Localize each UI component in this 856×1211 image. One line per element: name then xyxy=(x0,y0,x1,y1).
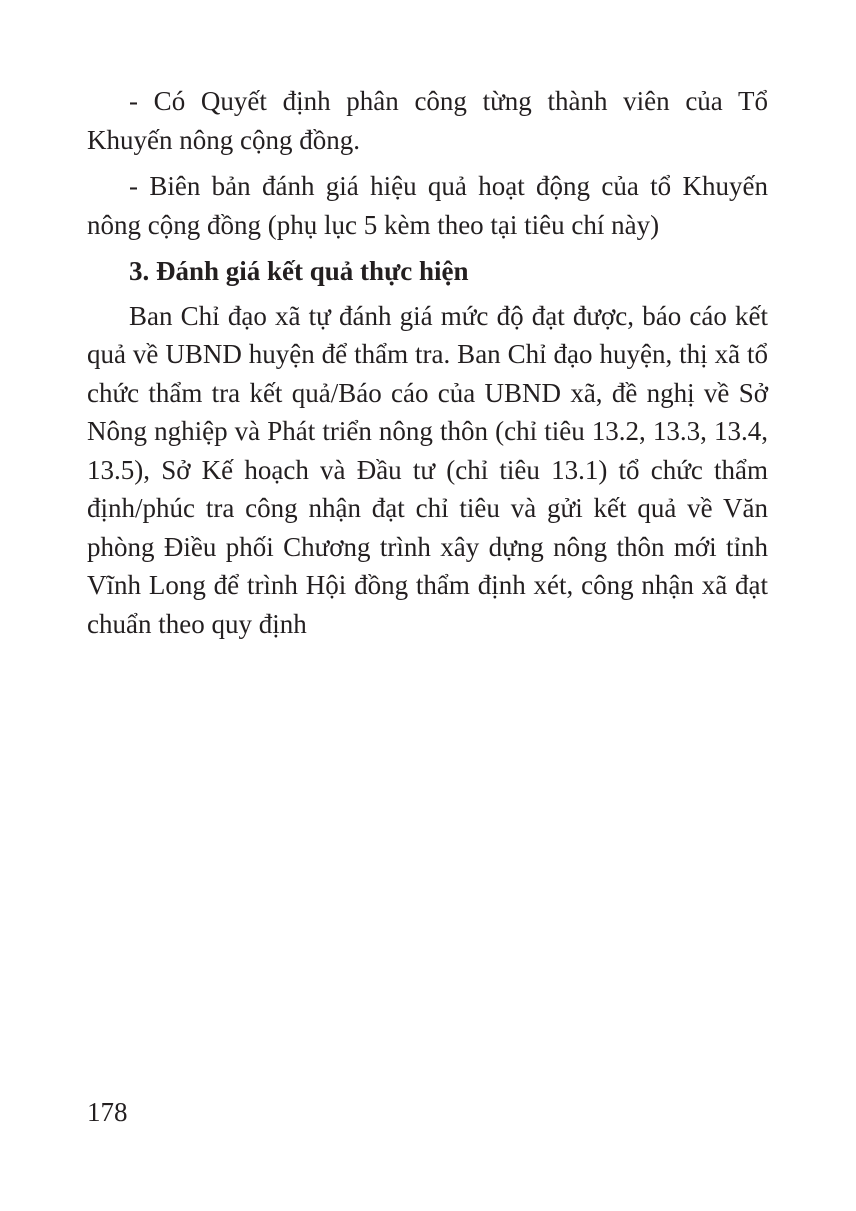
page-content xyxy=(87,82,768,643)
bullet-evaluation-minutes: - Biên bản đánh giá hiệu quả hoạt động của tổ Khuyến nông cộng đồng (phụ lục 5 kèm theo tại tiêu chí này) xyxy=(87,171,768,240)
body-paragraph: Ban Chỉ đạo xã tự đánh giá mức độ đạt được, báo cáo kết quả về UBND huyện để thẩm tra. Ban Chỉ đạo huyện, thị xã tổ chức thẩm tra kết quả/Báo cáo của UBND xã, đề nghị về Sở Nông nghiệp và Phát triển nông thôn (chỉ tiêu 13.2, 13.3, 13.4, 13.5), Sở Kế hoạch và Đầu tư (chỉ tiêu 13.1) tổ chức thẩm định/phúc tra công nhận đạt chỉ tiêu và gửi kết quả về Văn phòng Điều phối Chương trình xây dựng nông thôn mới tỉnh Vĩnh Long để trình Hội đồng thẩm định xét, công nhận xã đạt chuẩn theo quy định xyxy=(87,300,768,639)
bullet-decision-assignment: - Có Quyết định phân công từng thành viên của Tổ Khuyến nông cộng đồng. xyxy=(87,86,768,155)
page-number: 178 xyxy=(87,1097,128,1127)
section-heading: 3. Đánh giá kết quả thực hiện xyxy=(129,256,469,286)
